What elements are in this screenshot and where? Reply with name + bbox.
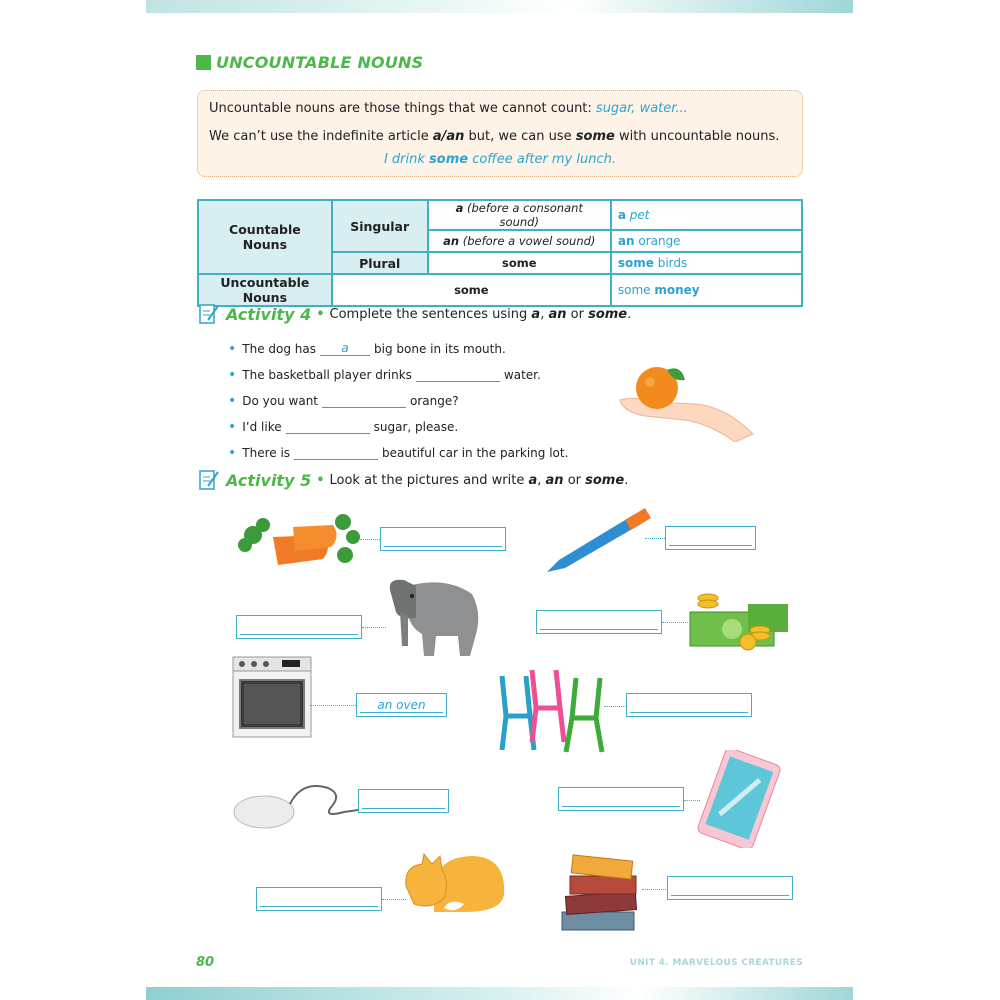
leader-line [642,889,668,890]
countable-header: Countable Nouns [198,200,332,274]
money-icon [688,592,792,652]
leader-line [382,899,406,900]
example-answer: an oven [377,698,426,712]
bullet-icon: • [228,445,237,461]
activity-4-bullet: • [316,306,325,322]
uncountable-rule-cell: some [332,274,611,306]
a4-instr-b: a [531,306,541,322]
answer-box-oven[interactable] [356,693,447,717]
top-decor-bar [146,0,853,13]
section-title-text: UNCOUNTABLE NOUNS [216,53,424,72]
info-line-1-examples: sugar, water... [595,101,688,116]
activity-5-header [198,468,628,492]
notepad-pencil-icon [198,302,220,326]
activity-5-title: Activity 5 [226,470,312,490]
uncountable-header: Uncountable Nouns [198,274,332,306]
bullet-icon: • [228,393,237,409]
info-box [197,90,803,177]
answer-box-cat[interactable] [256,887,382,911]
answer-box-money[interactable] [536,610,662,634]
sentence-after: sugar, please. [373,420,459,434]
answer-blank[interactable] [294,446,378,460]
answer-blank[interactable] [286,420,370,434]
activity-5-instruction [330,473,629,488]
tablet-icon [696,750,782,848]
leader-line [604,706,626,707]
activity-4-instruction [330,307,632,322]
sentence-before: I’d like [242,420,282,434]
sentence-before: The dog has [242,342,316,356]
info-line-2-a: We can’t use the indefinite article [209,129,433,144]
answer-box-elephant[interactable] [236,615,362,639]
info-line-2 [209,129,779,144]
carrots-icon [233,507,365,573]
info-example [198,152,802,167]
list-item [228,414,568,440]
chairs-icon [496,668,608,754]
info-line-2-article: a/an [432,129,465,144]
pen-icon [545,506,653,574]
bullet-icon: • [228,419,237,435]
list-item [228,362,568,388]
info-line-2-c: with uncountable nouns. [614,129,780,144]
a-rule-article: a [455,201,464,215]
bullet-icon: • [228,367,237,383]
info-example-a: I drink [383,152,430,167]
leader-line [645,538,665,539]
page-number: 80 [196,955,215,970]
list-item [228,440,568,466]
uncountable-example-cell [611,274,802,306]
grammar-table [197,199,803,307]
leader-line [310,705,356,706]
plural-rule-cell: some [428,252,611,274]
singular-header: Singular [332,200,428,252]
table-row [198,200,802,230]
bottom-decor-bar [146,987,853,1000]
uncountable-example-word: money [654,283,700,297]
computer-mouse-icon [232,780,360,830]
activity-4-header [198,302,631,326]
list-item [228,388,568,414]
sentence-after: big bone in its mouth. [374,342,506,356]
a-example-cell [611,200,802,230]
a-example-article: a [617,208,626,222]
info-example-b: coffee after my lunch. [468,152,617,167]
plural-example-article: some [617,256,654,270]
a4-instr-e: or [566,306,589,322]
a-example-word: pet [625,208,650,222]
info-example-some: some [429,152,469,167]
activity-4-sentences [228,336,568,466]
sentence-before: There is [242,446,291,460]
answer-box-carrots[interactable] [380,527,506,551]
info-line-1-text: Uncountable nouns are those things that we cannot count: [209,101,596,116]
a5-instr-b: a [528,472,538,488]
sentence-before: Do you want [242,394,319,408]
a5-instr-g: . [624,472,629,488]
elephant-icon [386,576,482,656]
an-rule-article: an [443,234,460,248]
unit-label: UNIT 4. MARVELOUS CREATURES [629,958,803,968]
a5-instr-d: an [545,472,564,488]
leader-line [360,539,380,540]
an-example-word: orange [634,234,681,248]
oven-icon [232,656,312,738]
info-line-2-b: but, we can use [464,129,576,144]
an-example-cell [611,230,802,252]
plural-header: Plural [332,252,428,274]
answer-box-tablet[interactable] [558,787,684,811]
sentence-after: orange? [410,394,459,408]
an-example-article: an [617,234,635,248]
sentence-before: The basketball player drinks [242,368,412,382]
a5-instr-f: some [585,472,625,488]
list-item [228,336,568,362]
uncountable-example-article: some [617,283,655,297]
a5-instr-a: Look at the pictures and write [329,472,529,488]
leader-line [662,622,688,623]
answer-box-books[interactable] [667,876,793,900]
section-title [196,53,423,72]
info-line-2-some: some [575,129,615,144]
answer-blank[interactable] [322,394,406,408]
answer-box-chairs[interactable] [626,693,752,717]
sentence-after: water. [503,368,541,382]
activity-5-bullet: • [316,472,325,488]
leader-line [362,627,386,628]
info-line-1 [209,101,688,116]
cat-icon [404,852,508,914]
an-rule-text: (before a vowel sound) [459,234,596,248]
bullet-icon: • [228,341,237,357]
plural-example-cell [611,252,802,274]
sentence-after: beautiful car in the parking lot. [382,446,569,460]
answer-blank[interactable] [416,368,500,382]
a-rule-cell [428,200,611,230]
an-rule-cell [428,230,611,252]
answer-blank[interactable]: a [320,342,370,356]
a4-instr-d: an [548,306,567,322]
title-square-icon [196,55,211,70]
activity-4-title: Activity 4 [226,304,312,324]
books-icon [556,854,644,934]
plural-example-word: birds [653,256,688,270]
a4-instr-f: some [588,306,628,322]
answer-box-pen[interactable] [665,526,756,550]
notepad-pencil-icon [198,468,220,492]
a5-instr-e: or [563,472,586,488]
answer-box-mouse[interactable] [358,789,449,813]
hand-orange-icon [615,362,755,442]
a5-instr-c: , [537,472,546,488]
a4-instr-a: Complete the sentences using [329,306,532,322]
a-rule-text: (before a consonant sound) [463,201,583,229]
a4-instr-c: , [540,306,549,322]
a4-instr-g: . [627,306,632,322]
